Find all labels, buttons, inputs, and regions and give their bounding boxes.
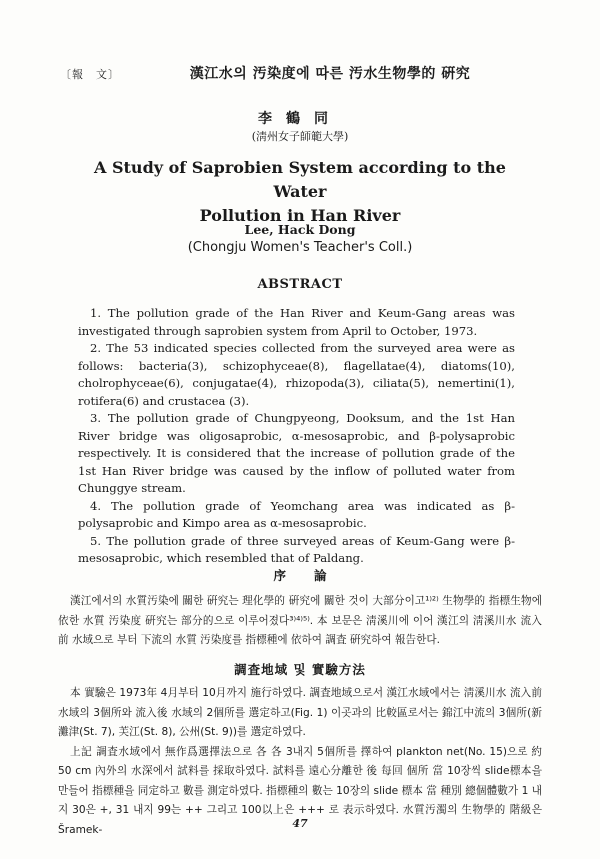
- methods-heading: 調査地域 및 實驗方法: [234, 662, 366, 677]
- english-title: [70, 156, 530, 228]
- methods-paragraph: 本 實驗은 1973年 4月부터 10月까지 施行하였다. 調査地域으로서 漢江水域에서는 淸溪川水 流入前 水域의 3個所와 流入後 水域의 2個所를 選定하고(Fig. 1) 이곳과의 比較區로서는 錦江中流의 3個所(新灘津(St. 7), 芙江(St. 8), 公州(St. 9))를 選定하였다.: [58, 687, 542, 738]
- affiliation-korean: (淸州女子師範大學): [251, 130, 349, 143]
- report-type-tag: 〔報 文〕: [60, 68, 120, 81]
- abstract-item: 4. The pollution grade of Yeomchang area was indicated as β-polysaprobic and Kimpo area as α-mesosaprobic.: [78, 498, 515, 530]
- methods-paragraph: 上記 調査水域에서 無作爲選擇法으로 各 各 3내지 5個所를 擇하여 plankton net(No. 15)으로 約 50 cm 內外의 水深에서 試料를 採取하였다. 試料를 遠心分離한 後 每回 個所 當 10장씩 slide標本을 만들어 指標種을 同定하고 數를 測定하였다. 指標種의 數는 10장의 slide 標本 當 種別 總個體數가 1 내지 30은 +, 31 내지 99는 ++ 그리고 100以上은 +++ 로 表示하였다. 水質汚濁의 生物學的 階級은 Šramek-: [58, 745, 542, 836]
- author-korean: 李鶴同: [258, 111, 342, 127]
- introduction-paragraph: 漢江에서의 水質汚染에 關한 硏究는 理化學的 硏究에 關한 것이 大部分이고¹⁾²⁾ 生物學的 指標生物에 依한 水質 汚染度 硏究는 部分的으로 이루어졌다³⁾⁴⁾⁵⁾. 本 보문은 淸溪川에 이어 漢江의 淸溪川水 流入 前 水域으로 부터 下流의 水質 汚染度를 指標種에 依하여 調査 硏究하여 報告한다.: [58, 595, 542, 646]
- affiliation-english: (Chongju Women's Teacher's Coll.): [187, 240, 413, 255]
- abstract-item: 2. The 53 indicated species collected from the surveyed area were as follows: bacteria(3), schizophyceae(8), flagellatae(4), diatoms(10), cholrophyceae(6), conjugatae(4), rhizopoda(3), ciliata(5), nemertini(1), rotifera(6) and crustacea (3).: [78, 341, 515, 408]
- abstract-item: 1. The pollution grade of the Han River and Keum-Gang areas was investigated through saprobien system from April to October, 1973.: [78, 306, 515, 338]
- abstract-body: [78, 305, 515, 568]
- page-number: 47: [292, 817, 308, 830]
- english-title-line-1: A Study of Saprobien System according to the Water: [94, 158, 506, 201]
- korean-title: 漢江水의 汚染度에 따른 汚水生物學的 硏究: [189, 66, 471, 82]
- introduction-heading: 序論: [273, 568, 355, 583]
- abstract-heading: ABSTRACT: [257, 277, 343, 292]
- abstract-item: 5. The pollution grade of three surveyed areas of Keum-Gang were β-mesosaprobic, which resembled that of Paldang.: [78, 533, 515, 565]
- english-title-line-2: Pollution in Han River: [199, 206, 401, 225]
- abstract-item: 3. The pollution grade of Chungpyeong, Dooksum, and the 1st Han River bridge was oligosaprobic, α-mesosaprobic, and β-polysaprobic respectively. It is considered that the increase of pollution grade of the 1st Han River bridge was caused by the inflow of polluted water from Chunggye stream.: [78, 411, 515, 495]
- author-english: Lee, Hack Dong: [244, 222, 356, 237]
- introduction-body: [58, 592, 542, 651]
